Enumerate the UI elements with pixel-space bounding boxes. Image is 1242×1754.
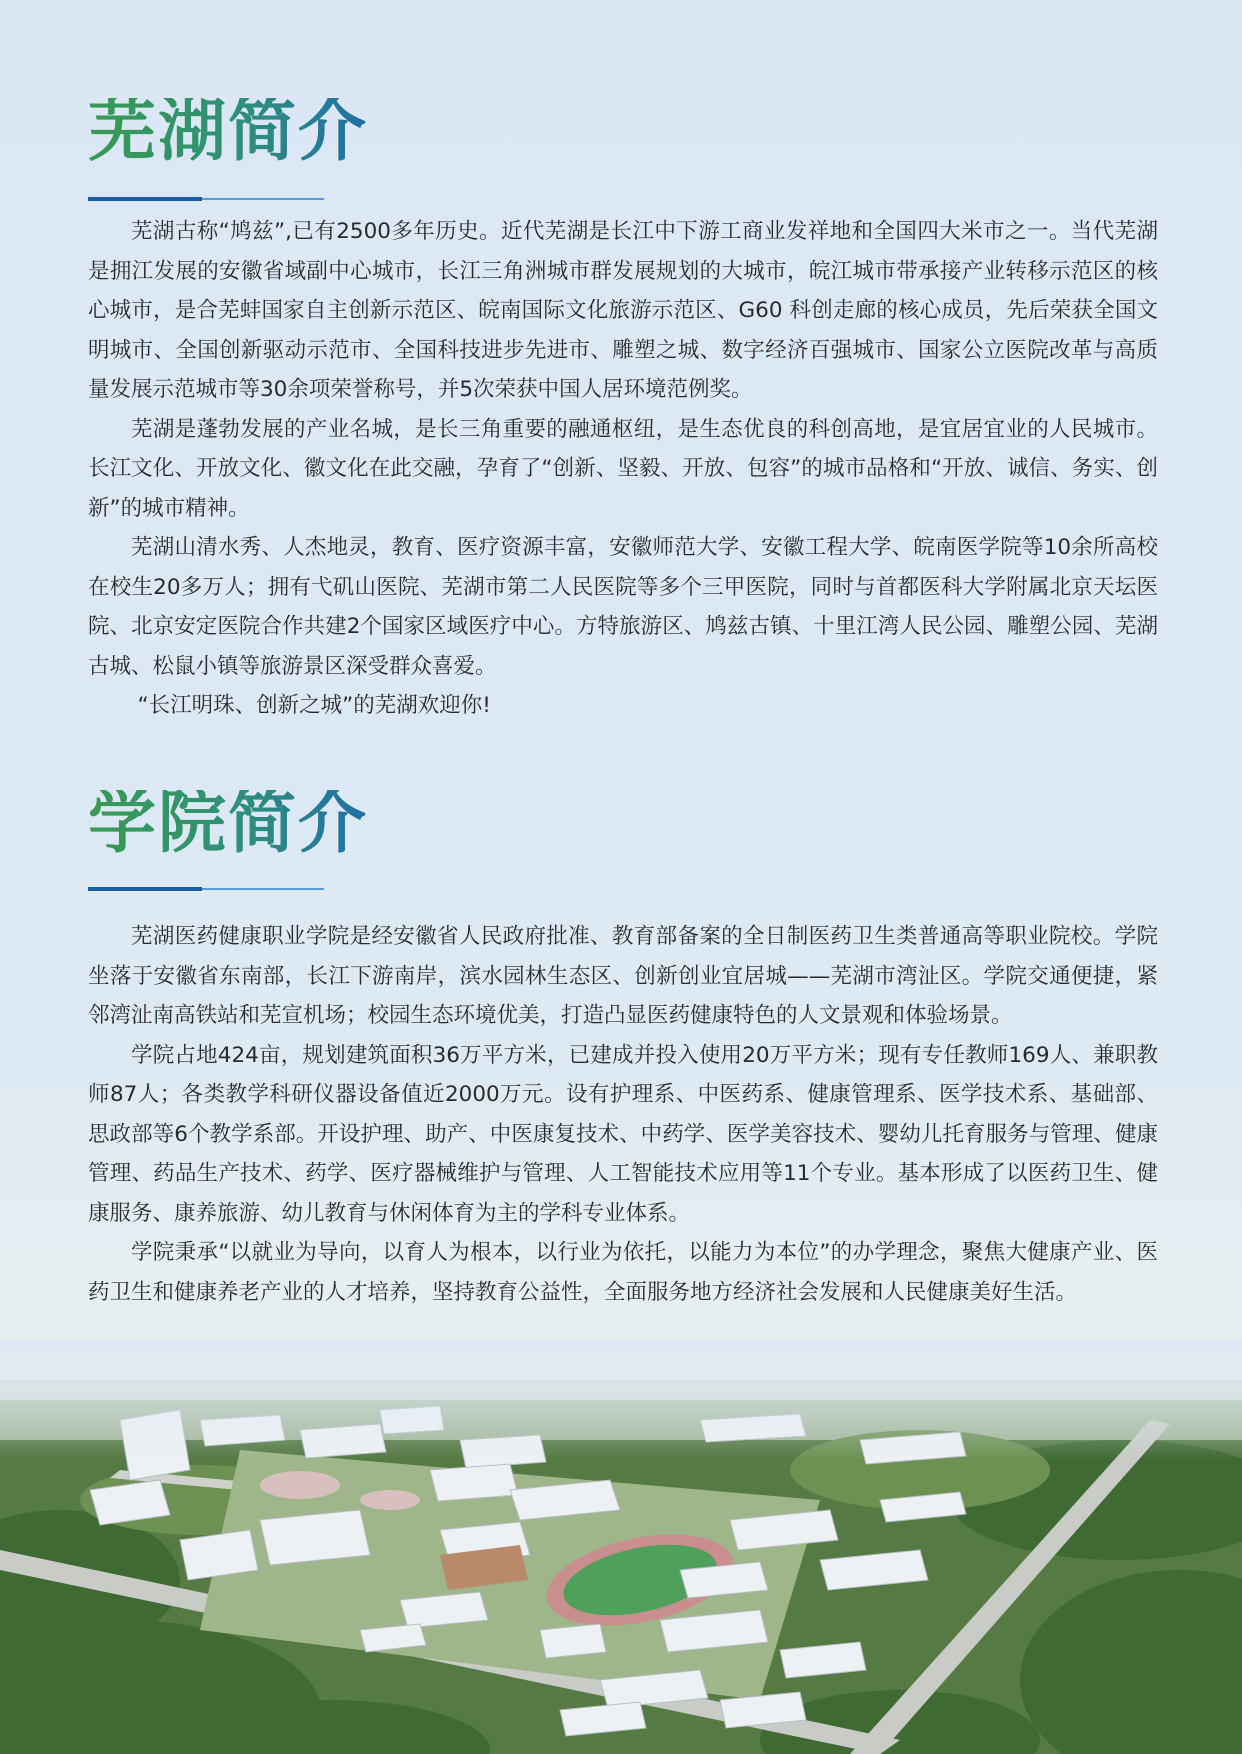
wuhu-intro-heading: 芜湖简介 xyxy=(88,92,369,171)
college-paragraph: 芜湖医药健康职业学院是经安徽省人民政府批准、教育部备案的全日制医药卫生类普通高等职业院校。学院坐落于安徽省东南部，长江下游南岸，滨水园林生态区、创新创业宜居城——芜湖市湾沚区。学院交通便捷，紧邻湾沚南高铁站和芜宣机场；校园生态环境优美，打造凸显医药健康特色的人文景观和体验场景。 xyxy=(88,924,1158,1028)
college-paragraph: 学院秉承“以就业为导向，以育人为根本，以行业为依托，以能力为本位”的办学理念，聚焦大健康产业、医药卫生和健康养老产业的人才培养，坚持教育公益性，全面服务地方经济社会发展和人民健康美好生活。 xyxy=(88,1240,1158,1305)
wuhu-paragraph: 芜湖山清水秀、人杰地灵，教育、医疗资源丰富，安徽师范大学、安徽工程大学、皖南医学院等10余所高校在校生20多万人；拥有弋矶山医院、芜湖市第二人民医院等多个三甲医院，同时与首都医科大学附属北京天坛医院、北京安定医院合作共建2个国家区域医疗中心。方特旅游区、鸠兹古镇、十里江湾人民公园、雕塑公园、芜湖古城、松鼠小镇等旅游景区深受群众喜爱。 xyxy=(88,535,1158,679)
college-intro-heading: 学院简介 xyxy=(88,784,369,863)
wuhu-paragraph: 芜湖古称“鸠兹”,已有2500多年历史。近代芜湖是长江中下游工商业发祥地和全国四大米市之一。当代芜湖是拥江发展的安徽省域副中心城市，长江三角洲城市群发展规划的大城市，皖江城市带承接产业转移示范区的核心城市，是合芜蚌国家自主创新示范区、皖南国际文化旅游示范区、G60 科创走廊的核心成员，先后荣获全国文明城市、全国创新驱动示范市、全国科技进步先进市、雕塑之城、数字经济百强城市、国家公立医院改革与高质量发展示范城市等30余项荣誉称号，并5次荣获中国人居环境范例奖。 xyxy=(88,219,1158,402)
college-heading-underline xyxy=(88,887,324,891)
college-paragraph: 学院占地424亩，规划建筑面积36万平方米，已建成并投入使用20万平方米；现有专任教师169人、兼职教师87人；各类教学科研仪器设备值近2000万元。设有护理系、中医药系、健康管理系、医学技术系、基础部、思政部等6个教学系部。开设护理、助产、中医康复技术、中药学、医学美容技术、婴幼儿托育服务与管理、健康管理、药品生产技术、药学、医疗器械维护与管理、人工智能技术应用等11个专业。基本形成了以医药卫生、健康服务、康养旅游、幼儿教育与休闲体育为主的学科专业体系。 xyxy=(88,1042,1158,1226)
college-intro-text xyxy=(88,917,1158,1312)
campus-aerial-illustration xyxy=(0,1380,1242,1754)
wuhu-heading-underline xyxy=(88,197,324,201)
wuhu-intro-text xyxy=(88,212,1158,726)
wuhu-paragraph: 芜湖是蓬勃发展的产业名城，是长三角重要的融通枢纽，是生态优良的科创高地，是宜居宜业的人民城市。长江文化、开放文化、徽文化在此交融，孕育了“创新、坚毅、开放、包容”的城市品格和“开放、诚信、务实、创新”的城市精神。 xyxy=(88,416,1158,521)
wuhu-paragraph: “长江明珠、创新之城”的芜湖欢迎你! xyxy=(137,693,491,718)
